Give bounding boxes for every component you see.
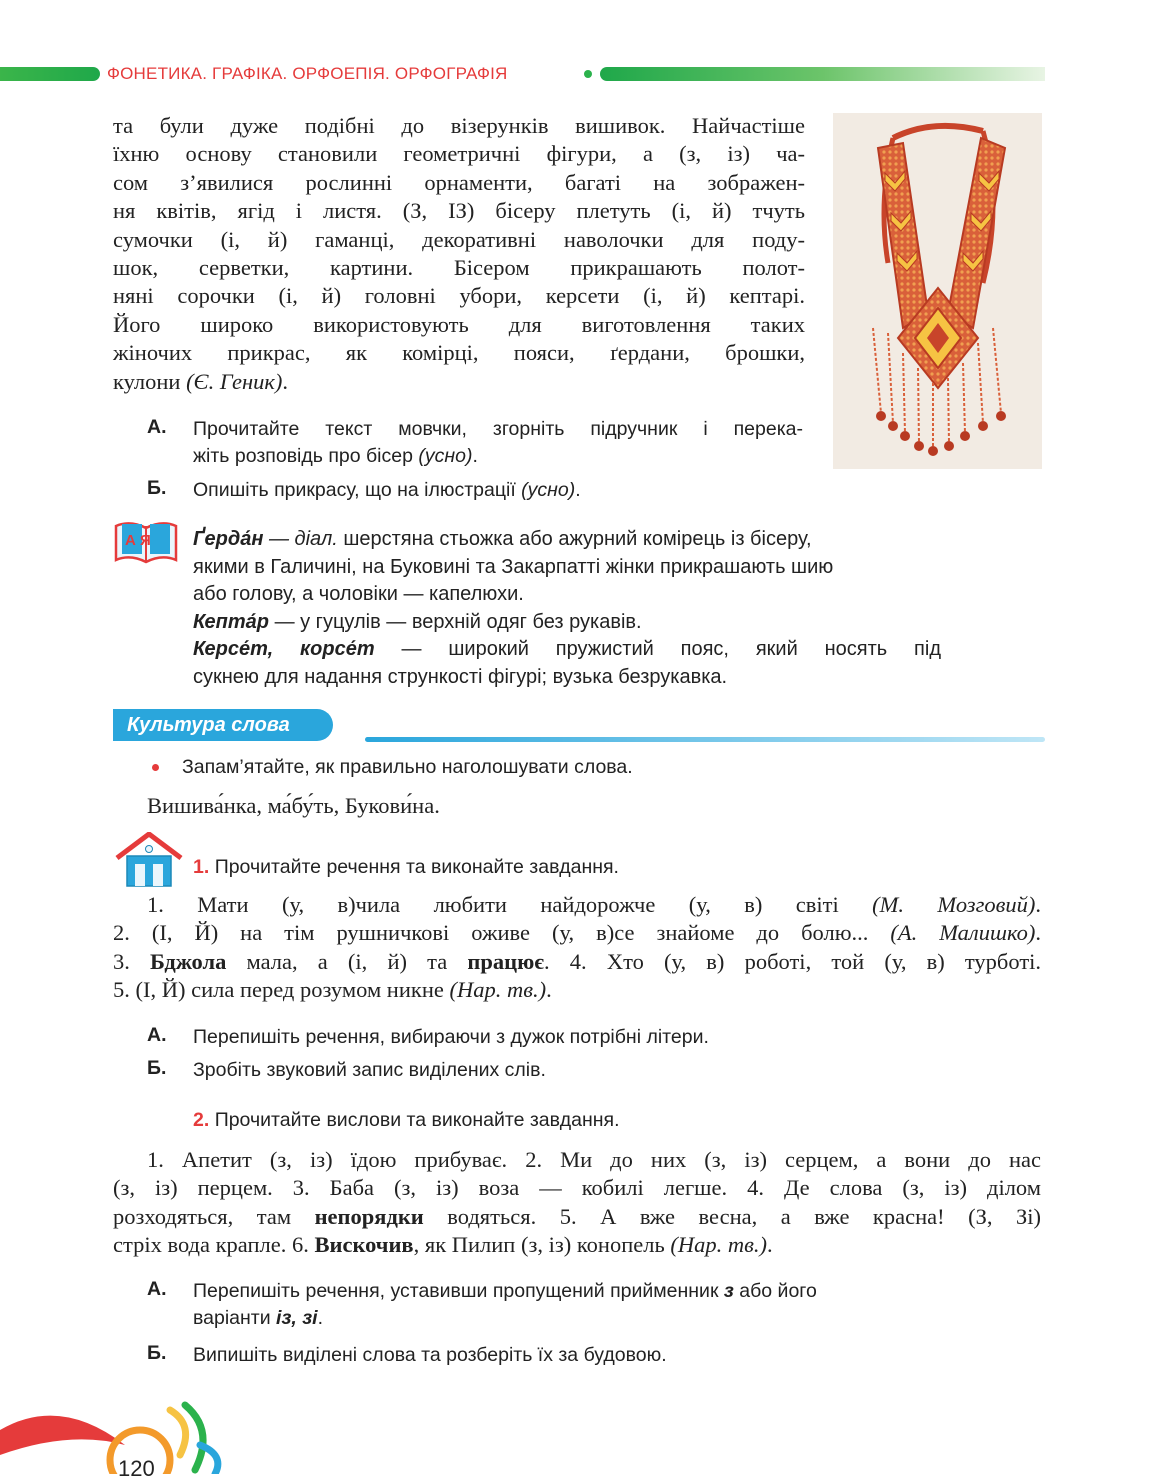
glossary-definition: — широкий пружистий пояс, який носять під [401, 638, 941, 661]
homework-house-icon [113, 832, 185, 890]
task-a-hint: (усно) [418, 445, 473, 467]
sentence-text: 5. (І, Й) сила перед розумом никне [113, 977, 444, 1003]
highlighted-word: Вискочив [314, 1232, 414, 1258]
sentence-end: . [1035, 892, 1041, 917]
sentence-text: 1. Мати (у, в)чила любити найдорожче (у, в) світі [147, 892, 839, 917]
task-text: Перепишіть речення, уставивши пропущений прийменник [193, 1280, 719, 1302]
exercise-title: Прочитайте речення та виконайте завдання. [214, 856, 619, 878]
glossary-definition: якими в Галичині, на Буковині та Закарпатті жінки прикрашають шию [193, 555, 834, 578]
task-a-end: . [472, 445, 478, 467]
sentence-line [113, 976, 1041, 1004]
exercise-1-title [193, 854, 619, 881]
intro-line: їхню основу становили геометричні фігури, а (з, із) ча- [113, 141, 805, 167]
exercise-title: Прочитайте вислови та виконайте завдання. [214, 1109, 620, 1131]
intro-line: та були дуже подібні до візерунків вишивок. Найчастіше [113, 113, 805, 138]
highlighted-word: працює [467, 948, 545, 974]
ex2-task-a-letter: А. [147, 1278, 167, 1300]
footer-swoosh-icon [0, 1385, 230, 1474]
intro-line: жіночих прикрас, як комірці, пояси, ґердани, брошки, [113, 340, 805, 366]
sentence-text: мала, а (і, й) та [246, 948, 448, 974]
culture-section-tab: Культура слова [113, 709, 333, 741]
stress-words: Вишива́нка, ма́бу́ть, Букови́на. [147, 793, 440, 818]
glossary-term: Ґерда́н [193, 528, 264, 550]
sentence-text: 2. (І, Й) на тім рушничкові оживе (у, в)се знайоме до болю... [113, 920, 869, 946]
ex2-task-b-letter: Б. [147, 1342, 167, 1364]
glossary [193, 526, 941, 692]
task-a-line2 [193, 443, 478, 470]
page-number: 120 [118, 1456, 155, 1481]
ex1-task-a: Перепишіть речення, вибираючи з дужок потрібні літери. [193, 1026, 709, 1048]
intro-author: (Є. Геник) [186, 368, 283, 394]
sentence-source: (М. Мозговий) [872, 892, 1036, 917]
culture-section-rule [365, 737, 1045, 742]
highlighted-word: із, зі [276, 1307, 318, 1329]
glossary-entry-kerset [193, 636, 941, 664]
saying-line [113, 1203, 1041, 1231]
task-b-end: . [575, 479, 581, 501]
glossary-definition: шерстяна стьожка або ажурний комірець із бісеру, [343, 528, 812, 550]
house-icon [113, 832, 185, 890]
highlighted-word: непорядки [314, 1203, 424, 1229]
ex1-task-b-letter: Б. [147, 1057, 167, 1079]
sentence-end: . [1035, 920, 1042, 946]
intro-line: ня квітів, ягід і листя. (З, ІЗ) бісеру плетуть (і, й) тчуть [113, 198, 805, 224]
footer-decoration [0, 1385, 230, 1474]
task-text: або його [739, 1280, 817, 1302]
task-b-hint: (усно) [521, 479, 576, 501]
dictionary-book-icon [112, 518, 180, 568]
culture-bullet-text: Запам’ятайте, як правильно наголошувати слова. [182, 756, 633, 778]
necklace-illustration [833, 113, 1042, 469]
intro-last-word: кулони [113, 368, 181, 394]
saying-end: . [766, 1232, 773, 1258]
glossary-label: — діал. [268, 528, 338, 550]
saying-source: (Нар. тв.) [670, 1232, 767, 1258]
sentence-source: (Нар. тв.) [449, 977, 547, 1003]
sentence-text: . 4. Хто (у, в) роботі, той (у, в) турботі. [544, 948, 1042, 974]
exercise-1-sentences [113, 891, 1041, 1005]
task-a-letter: А. [147, 416, 167, 438]
intro-end: . [282, 368, 289, 394]
task-a-line1: Прочитайте текст мовчки, згорніть підручник і перека- [193, 418, 803, 440]
exercise-number: 1. [193, 856, 210, 878]
sentence-text: 3. [113, 948, 130, 974]
glossary-entry-gerdan [193, 526, 941, 554]
saying-line: 1. Апетит (з, із) їдою прибуває. 2. Ми до них (з, із) серцем, а вони до нас [147, 1147, 1041, 1172]
header-dot [584, 70, 592, 78]
saying-text: , як Пилип (з, із) конопель [413, 1232, 665, 1258]
task-b-text: Опишіть прикрасу, що на ілюстрації [193, 479, 516, 501]
intro-line: сом з’явилися рослинні орнаменти, багаті на зображен- [113, 169, 805, 195]
header-green-bar-right [600, 67, 1045, 81]
saying-line: (з, із) перцем. 3. Баба (з, із) воза — кобилі легше. 4. Де слова (з, із) ділом [113, 1175, 1041, 1201]
glossary-definition: або голову, а чоловіки — капелюхи. [193, 583, 524, 606]
intro-last-line [113, 368, 805, 396]
sentence-line [113, 948, 1041, 976]
intro-paragraph [113, 112, 805, 396]
ex2-task-a-line2 [193, 1305, 323, 1332]
saying-text: стріх вода крапле. 6. [113, 1232, 309, 1258]
ex2-task-b: Випишіть виділені слова та розберіть їх за будовою. [193, 1344, 667, 1366]
sentence-source: (А. Малишко) [890, 920, 1036, 946]
glossary-definition: — у гуцулів — верхній одяг без рукавів. [274, 610, 642, 633]
glossary-term: Керсе́т, корсе́т [193, 638, 375, 661]
sentence-line [113, 891, 1041, 919]
beaded-necklace-image [833, 113, 1042, 469]
task-b-letter: Б. [147, 477, 167, 499]
header-green-bar-left [0, 67, 100, 81]
task-b-line [193, 477, 581, 504]
task-text: варіанти [193, 1307, 271, 1329]
saying-text: розходяться, там [113, 1203, 292, 1229]
running-header-title: ФОНЕТИКА. ГРАФІКА. ОРФОЕПІЯ. ОРФОГРАФІЯ [107, 64, 508, 83]
ex1-task-a-letter: А. [147, 1024, 167, 1046]
dictionary-letters: А Я [125, 532, 151, 549]
highlighted-word: з [723, 1280, 734, 1302]
intro-line: шок, серветки, картини. Бісером прикрашають полот- [113, 255, 805, 281]
glossary-definition: сукнею для надання стрункості фігурі; вузька безрукавка. [193, 665, 728, 688]
glossary-entry-keptar [193, 609, 941, 637]
ex2-task-a-line1 [193, 1278, 817, 1305]
intro-line: сумочки (і, й) гаманці, декоративні наволочки для поду- [113, 226, 805, 252]
bullet-dot [152, 764, 159, 771]
saying-line [113, 1231, 1041, 1259]
ex1-task-b: Зробіть звуковий запис виділених слів. [193, 1059, 546, 1081]
exercise-2-sayings [113, 1146, 1041, 1260]
intro-line: няні сорочки (і, й) головні убори, керсети (і, й) кептарі. [113, 283, 805, 309]
task-end: . [317, 1307, 324, 1329]
saying-text: водяться. 5. А вже весна, а вже красна! (З, Зі) [447, 1203, 1042, 1229]
exercise-number: 2. [193, 1109, 210, 1131]
highlighted-word: Бджола [150, 948, 227, 974]
open-book-icon [112, 518, 180, 568]
task-a-text: жіть розповідь про бісер [193, 445, 413, 467]
glossary-term: Кепта́р [193, 610, 269, 633]
sentence-end: . [546, 977, 552, 1003]
sentence-line [113, 919, 1041, 947]
exercise-2-title [193, 1107, 620, 1134]
intro-line: Його широко використовують для виготовлення таких [113, 311, 805, 337]
